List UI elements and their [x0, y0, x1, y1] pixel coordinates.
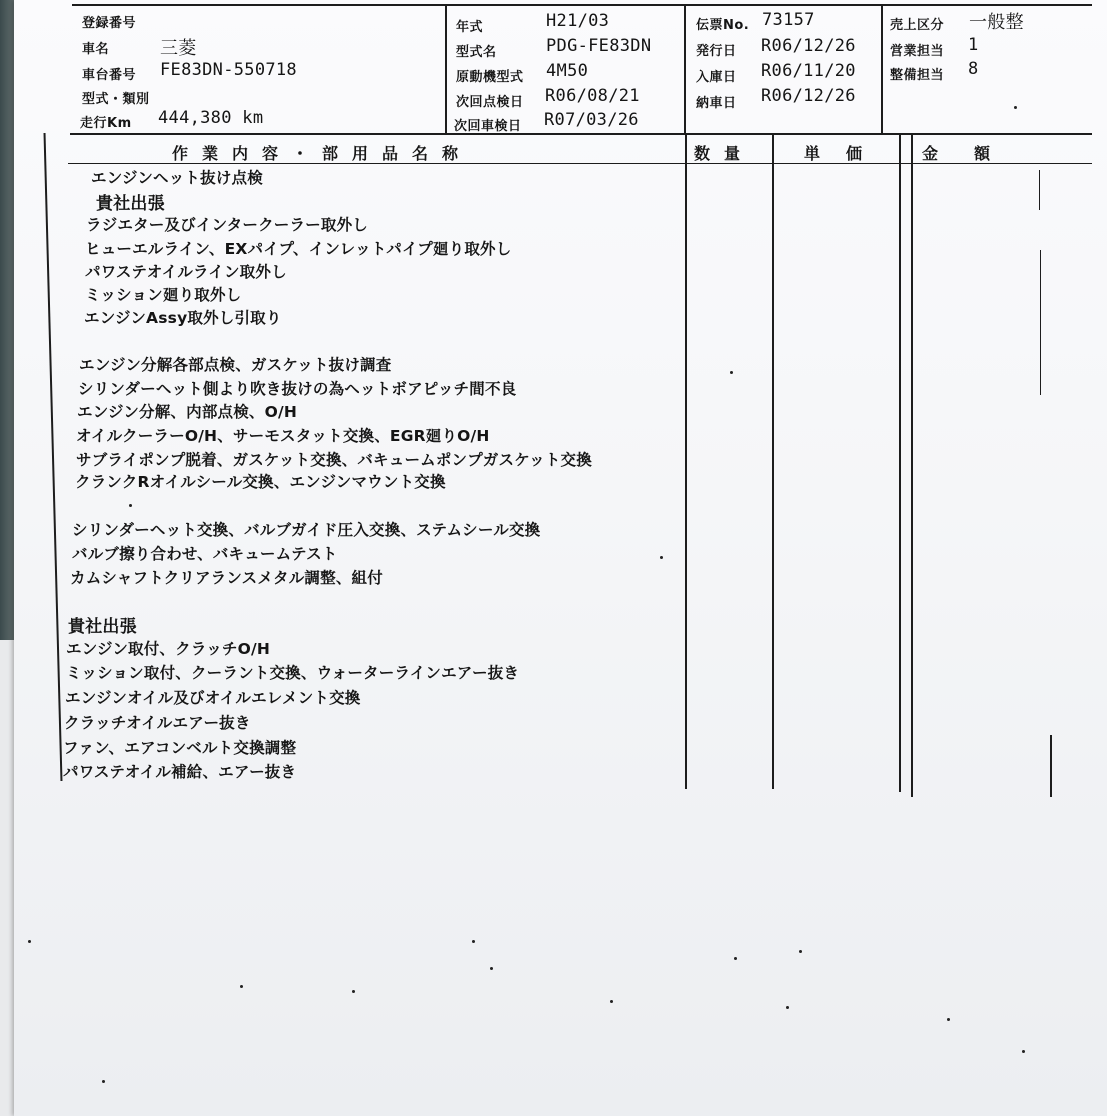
invoice-sheet	[14, 0, 1107, 1116]
toner-speck	[129, 504, 132, 507]
toner-speck	[799, 950, 802, 953]
in-date-label: 入庫日	[696, 70, 737, 85]
car-name-value: 三菱	[160, 38, 197, 59]
next-inspection-value: R07/03/26	[544, 110, 639, 130]
toner-speck	[660, 556, 663, 559]
toner-speck	[102, 1080, 105, 1083]
work-item: ラジエター及びインタークーラー取外し	[86, 216, 368, 234]
work-item: ヒューエルライン、EXパイプ、インレットパイプ廻り取外し	[85, 240, 512, 258]
slip-no-label: 伝票No.	[696, 18, 750, 33]
work-item: シリンダーヘット交換、バルブガイド圧入交換、ステムシール交換	[72, 521, 541, 539]
work-item: パワステオイルライン取外し	[85, 263, 287, 281]
toner-speck	[947, 1018, 950, 1021]
sales-type-value: 一般整	[969, 12, 1024, 33]
unit-price-column-header: 単価	[804, 144, 889, 163]
work-item: エンジン分解各部点検、ガスケット抜け調査	[79, 356, 392, 374]
work-item: クラッチオイルエアー抜き	[64, 714, 251, 732]
issue-date-label: 発行日	[696, 44, 737, 59]
mileage-label: 走行Km	[80, 116, 132, 131]
year-value: H21/03	[546, 11, 610, 31]
engine-label: 原動機型式	[456, 70, 524, 85]
toner-speck	[472, 940, 475, 943]
next-inspection-label: 次回車検日	[454, 119, 522, 134]
delivery-date-label: 納車日	[696, 96, 737, 111]
car-name-label: 車名	[82, 42, 110, 57]
chassis-value: FE83DN-550718	[160, 60, 297, 80]
work-item: エンジンヘット抜け点検	[91, 169, 263, 187]
mechanic-label: 整備担当	[890, 68, 945, 83]
right-edge-mark-1	[1039, 170, 1040, 210]
toner-speck	[352, 990, 355, 993]
work-item: エンジンオイル及びオイルエレメント交換	[65, 689, 361, 707]
work-item: ミッション廻り取外し	[85, 286, 242, 304]
amount-column-left	[899, 133, 901, 792]
work-item: エンジンAssy取外し引取り	[84, 309, 282, 327]
mechanic-value: 8	[968, 59, 979, 79]
sales-rep-label: 営業担当	[890, 44, 945, 59]
work-item: カムシャフトクリアランスメタル調整、組付	[70, 569, 383, 587]
in-date-value: R06/11/20	[761, 61, 856, 81]
work-item: ミッション取付、クーラント交換、ウォーターラインエアー抜き	[66, 664, 520, 682]
work-item: 貴社出張	[68, 617, 137, 637]
work-item: オイルクーラーO/H、サーモスタット交換、EGR廻りO/H	[76, 427, 490, 445]
delivery-date-value: R06/12/26	[761, 86, 856, 106]
header-bottom-line	[70, 133, 1092, 135]
sales-rep-value: 1	[968, 35, 979, 55]
work-item: エンジン取付、クラッチO/H	[66, 640, 271, 658]
work-item: クランクRオイルシール交換、エンジンマウント交換	[75, 473, 446, 491]
next-check-value: R06/08/21	[545, 86, 640, 106]
work-item: ファン、エアコンベルト交換調整	[63, 739, 297, 757]
quantity-column-header: 数量	[694, 144, 755, 163]
toner-speck	[786, 1006, 789, 1009]
work-item: エンジン分解、内部点検、O/H	[77, 403, 298, 421]
work-item: 貴社出張	[96, 194, 165, 214]
work-item: パワステオイル補給、エアー抜き	[63, 763, 297, 781]
model-value: PDG-FE83DN	[546, 36, 652, 56]
toner-speck	[1014, 106, 1017, 109]
toner-speck	[28, 940, 31, 943]
header-divider-2	[684, 4, 686, 134]
toner-speck	[610, 1000, 613, 1003]
engine-value: 4M50	[546, 61, 589, 81]
mileage-value: 444,380 km	[158, 108, 264, 128]
model-label: 型式名	[456, 45, 497, 60]
amount-column-right	[911, 133, 913, 797]
issue-date-value: R06/12/26	[761, 36, 856, 56]
slip-no-value: 73157	[762, 10, 815, 30]
unit-price-column-left	[772, 133, 774, 789]
header-divider-1	[445, 4, 447, 134]
right-edge-mark-2	[1040, 250, 1041, 395]
work-item: バルブ擦り合わせ、バキュームテスト	[72, 545, 338, 563]
toner-speck	[1022, 1050, 1025, 1053]
header-divider-3	[881, 4, 883, 134]
description-left-border	[44, 133, 63, 781]
amount-column-header: 金額	[922, 144, 1027, 163]
sales-type-label: 売上区分	[890, 18, 945, 33]
quantity-column-left	[685, 133, 687, 789]
right-edge-mark-3	[1050, 735, 1052, 797]
top-border	[72, 4, 1092, 6]
next-check-label: 次回点検日	[456, 95, 524, 110]
toner-speck	[730, 371, 733, 374]
chassis-label: 車台番号	[82, 68, 137, 83]
toner-speck	[240, 985, 243, 988]
year-label: 年式	[456, 20, 484, 35]
toner-speck	[490, 967, 493, 970]
work-item: サブライポンプ脱着、ガスケット交換、バキュームポンプガスケット交換	[76, 451, 592, 469]
work-item: シリンダーヘット側より吹き抜けの為ヘットボアピッチ間不良	[78, 380, 517, 398]
toner-speck	[734, 957, 737, 960]
type-class-label: 型式・類別	[82, 92, 150, 107]
description-column-header: 作業内容・部用品名称	[172, 144, 473, 163]
registration-label: 登録番号	[82, 16, 137, 31]
